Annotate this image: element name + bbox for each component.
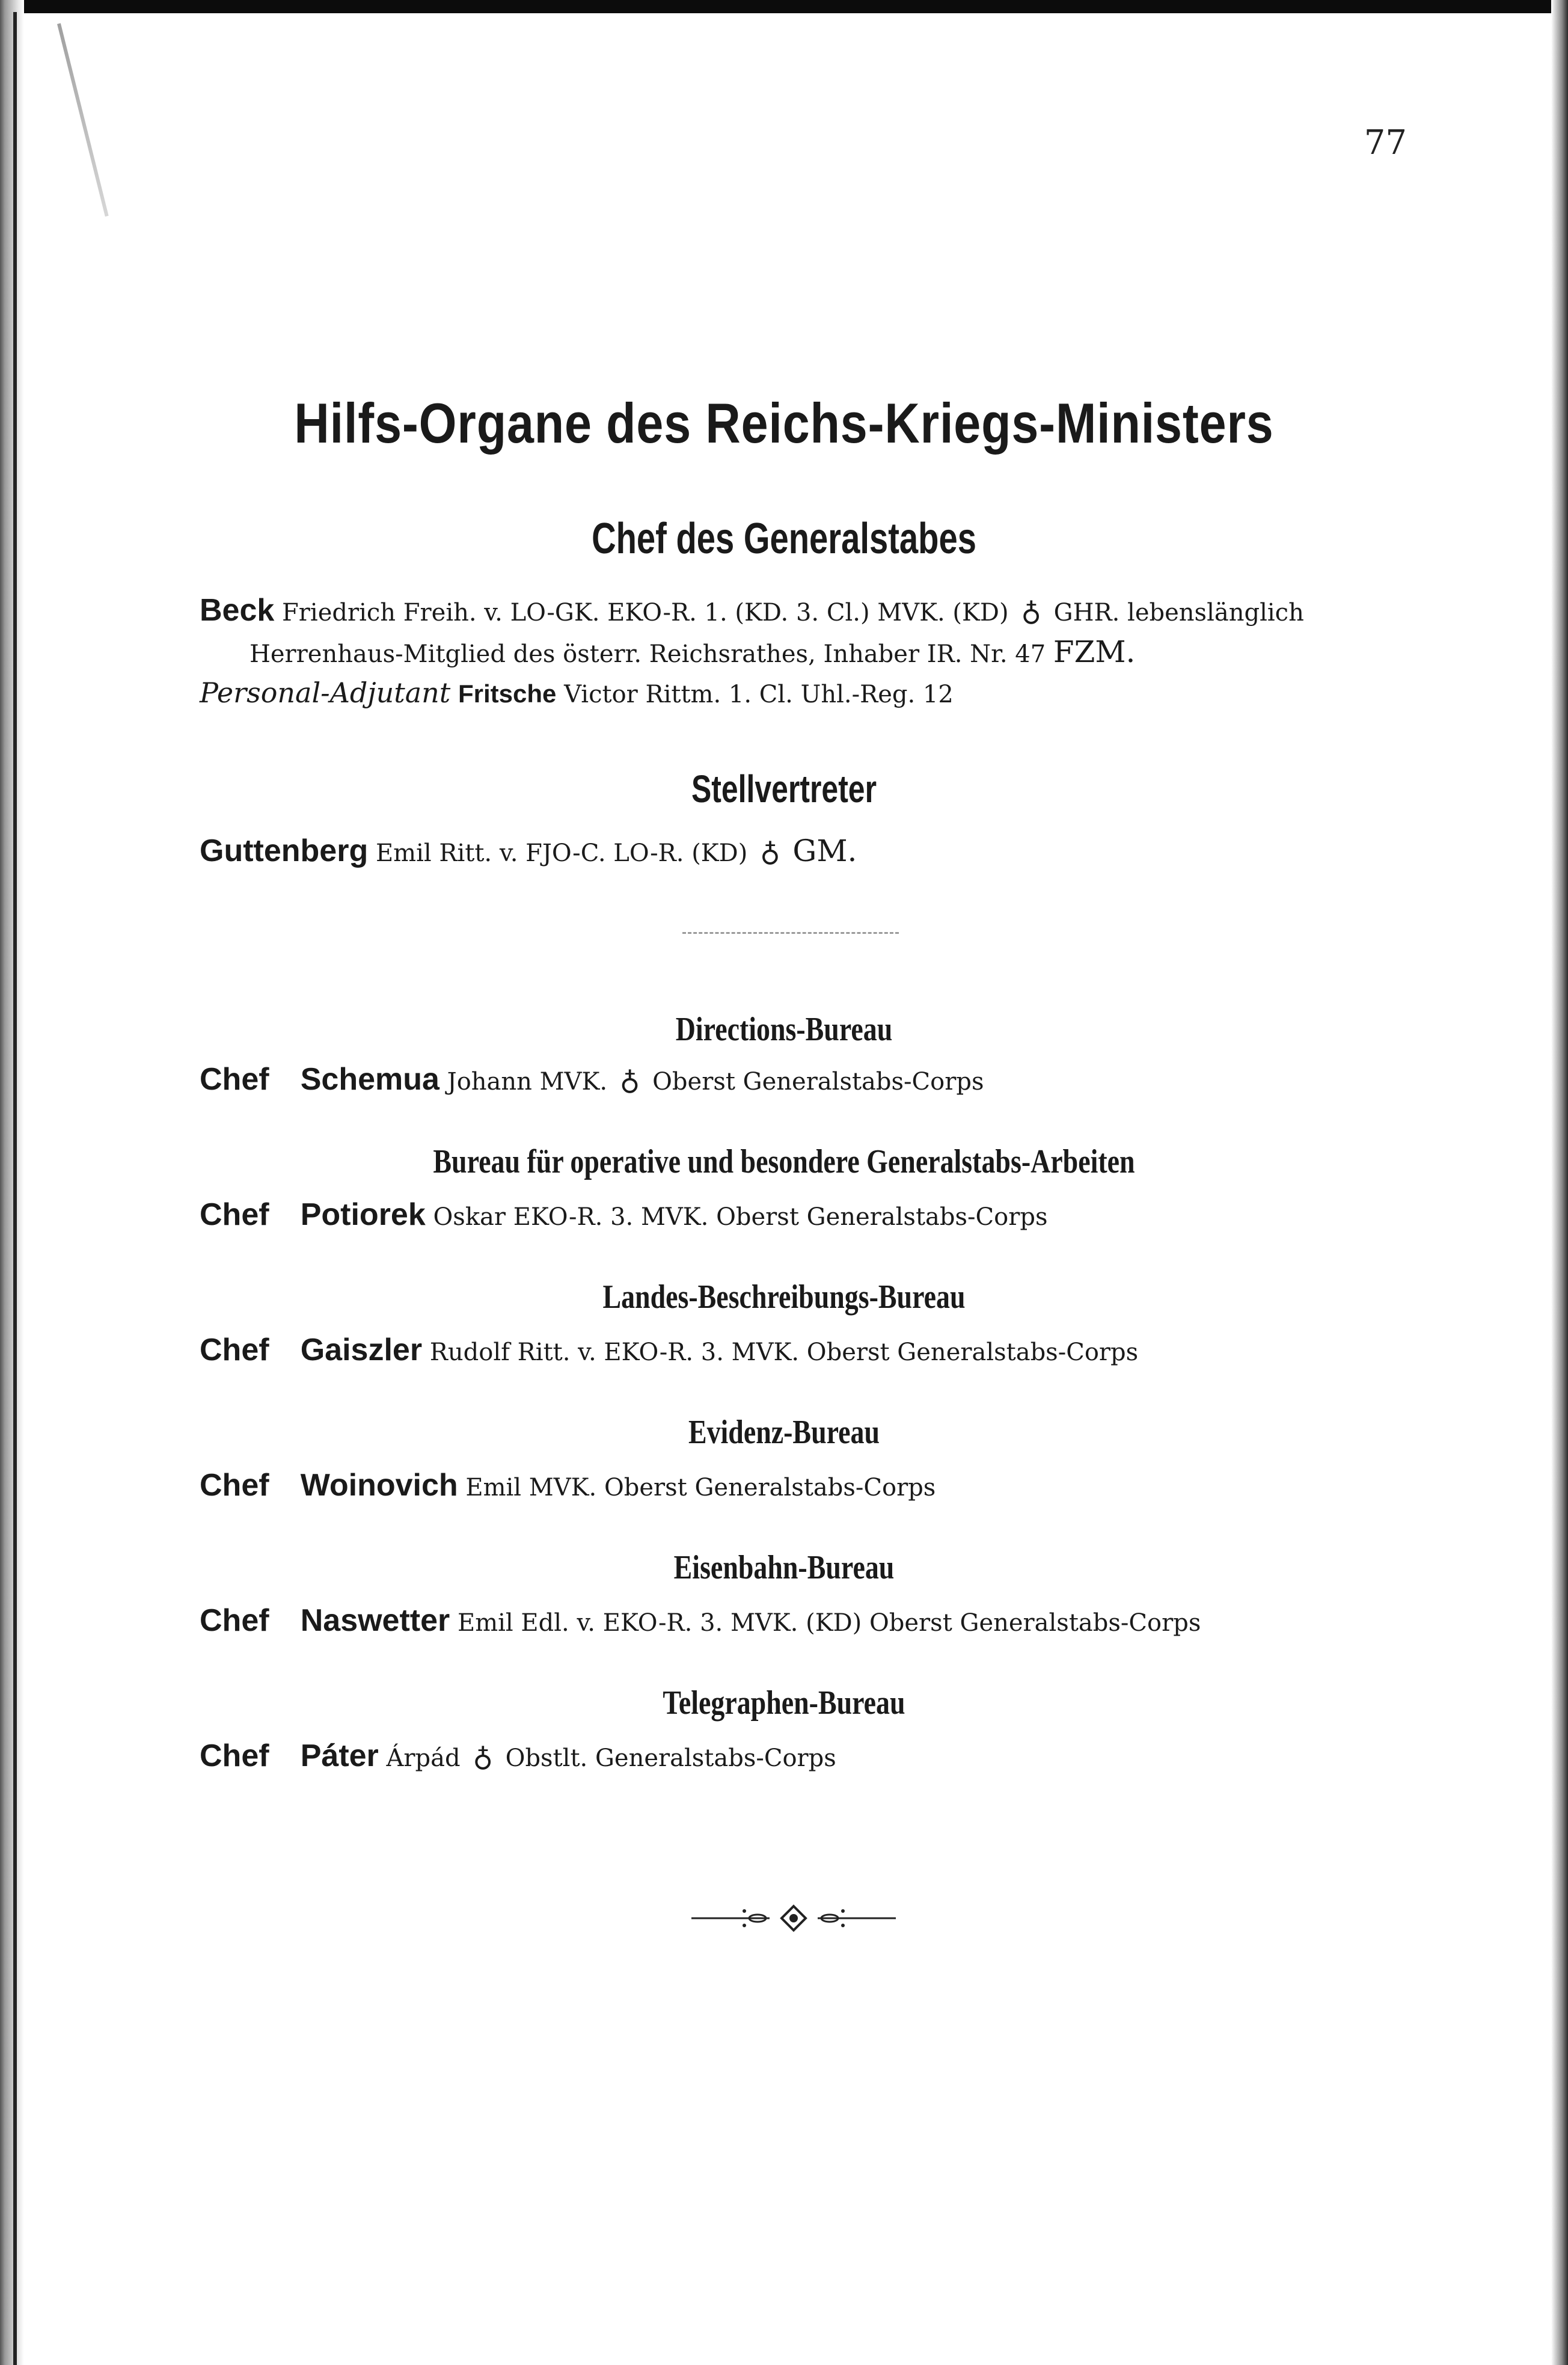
entry-name: Guttenberg (200, 833, 369, 868)
adjutant-label: Personal-Adjutant (200, 676, 451, 709)
bureau-entry (200, 1061, 984, 1097)
bureau-heading: Directions-Bureau (675, 1011, 893, 1048)
section-heading-stellvertreter: Stellvertreter (691, 767, 877, 811)
entry-name: Naswetter (300, 1603, 450, 1638)
entry-guttenberg (200, 833, 857, 869)
decoration-symbol-icon: ♁ (760, 835, 780, 868)
entry-text-tail: Obstlt. Generalstabs-Corps (505, 1744, 836, 1772)
entry-name: Schemua (300, 1062, 439, 1097)
bureau-entry (200, 1738, 836, 1774)
bureau-entry (200, 1197, 1047, 1233)
chef-label: Chef (200, 1062, 269, 1097)
entry-name: Beck (200, 593, 275, 628)
entry-text: Victor Rittm. 1. Cl. Uhl.-Reg. 12 (564, 681, 954, 708)
entry-text: Herrenhaus-Mitglied des österr. Reichsrathes, Inhaber IR. Nr. 47 (250, 640, 1046, 668)
chef-label: Chef (200, 1333, 269, 1367)
entry-text-tail: GHR. lebenslänglich (1053, 599, 1304, 627)
entry-text: Rudolf Ritt. v. EKO-R. 3. MVK. Oberst Generalstabs-Corps (429, 1339, 1139, 1366)
entry-text: Johann MVK. (447, 1068, 608, 1096)
bureau-heading: Evidenz-Bureau (688, 1414, 880, 1451)
bureau-heading: Telegraphen-Bureau (663, 1684, 905, 1722)
entry-text: Friedrich Freih. v. LO-GK. EKO-R. 1. (KD. 3. Cl.) MVK. (KD) (282, 599, 1009, 627)
bureau-heading: Eisenbahn-Bureau (673, 1549, 895, 1586)
entry-name: Gaiszler (300, 1333, 423, 1367)
entry-name: Páter (300, 1738, 379, 1773)
bureau-entry (200, 1332, 1138, 1368)
entry-text: Árpád (386, 1744, 461, 1772)
scan-scratch-mark (57, 23, 109, 217)
bureau-heading: Landes-Beschreibungs-Bureau (602, 1278, 966, 1316)
scan-border-right (1551, 0, 1568, 2365)
page-number: 77 (1364, 123, 1407, 162)
scan-border-left (0, 0, 24, 2365)
entry-beck-line2 (250, 634, 1135, 669)
decoration-symbol-icon: ♁ (1021, 595, 1041, 627)
page-title: Hilfs-Organe des Reichs-Kriegs-Ministers (294, 391, 1274, 455)
entry-name: Woinovich (300, 1468, 458, 1503)
chef-label: Chef (200, 1603, 269, 1638)
entry-text: Emil Edl. v. EKO-R. 3. MVK. (KD) Oberst Generalstabs-Corps (458, 1609, 1201, 1637)
entry-name: Potiorek (300, 1197, 426, 1232)
chef-label: Chef (200, 1738, 269, 1773)
bureau-heading: Bureau für operative und besondere Generalstabs-Arbeiten (433, 1143, 1135, 1180)
entry-adjutant (200, 676, 954, 709)
scan-border-top (0, 0, 1568, 13)
section-heading-chef: Chef des Generalstabes (592, 515, 976, 563)
bureau-entry (200, 1603, 1201, 1639)
section-separator (682, 932, 899, 934)
entry-text: Emil MVK. Oberst Generalstabs-Corps (465, 1474, 936, 1502)
entry-text-tail: Oberst Generalstabs-Corps (652, 1068, 984, 1096)
entry-text: Oskar EKO-R. 3. MVK. Oberst Generalstabs-Corps (433, 1203, 1048, 1231)
entry-rank: FZM. (1053, 634, 1136, 669)
decoration-symbol-icon: ♁ (619, 1064, 640, 1096)
end-ornament-icon (691, 1900, 896, 1936)
chef-label: Chef (200, 1468, 269, 1503)
entry-name: Fritsche (458, 679, 557, 708)
bureau-entry (200, 1467, 936, 1503)
decoration-symbol-icon: ♁ (473, 1740, 493, 1773)
entry-rank: GM. (792, 833, 857, 868)
entry-beck-line1 (200, 592, 1304, 628)
chef-label: Chef (200, 1197, 269, 1232)
entry-text: Emil Ritt. v. FJO-C. LO-R. (KD) (375, 839, 748, 867)
binding-edge-line (13, 12, 17, 2365)
